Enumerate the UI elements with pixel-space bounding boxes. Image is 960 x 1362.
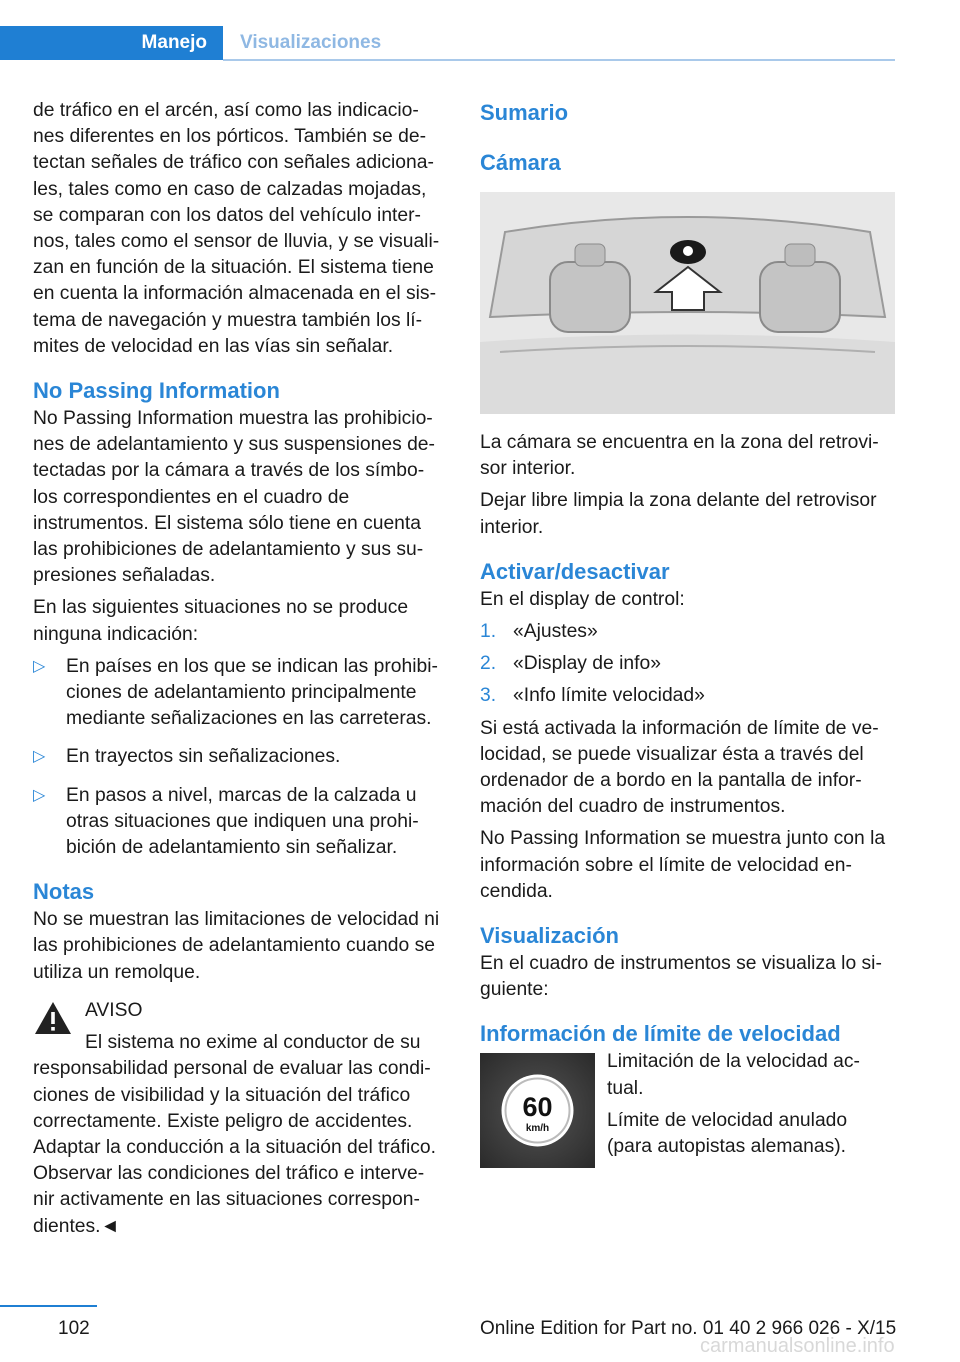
step-number: 1.: [480, 621, 497, 643]
page-number: 102: [58, 1318, 90, 1339]
activar-paragraph-3: No Passing Information se muestra junto con la información sobre el límite de velocidad en‐ cendida.: [480, 828, 886, 902]
triangle-bullet-icon: ▷: [33, 786, 46, 804]
camera-location-figure: [480, 192, 895, 414]
steps-list: [480, 619, 895, 710]
no-passing-situations: En las siguientes situaciones no se produce ninguna indicación:: [33, 597, 409, 645]
speed-unit: km/h: [525, 1123, 550, 1135]
edition-text: Online Edition for Part no. 01 40 2 966 026 - X/15: [480, 1318, 897, 1339]
notas-heading: Notas: [33, 879, 95, 905]
page-header: [0, 26, 895, 62]
activar-paragraph-2: Si está activada la información de límite de ve‐ locidad, se puede visualizar ésta a través del ordenador de a bordo en la pantalla de infor‐ mación del cuadro de instrumentos.: [480, 717, 879, 818]
list-item: [480, 619, 895, 645]
watermark: carmanualsonline.info: [700, 1335, 895, 1357]
warning-triangle-icon: [33, 1000, 73, 1036]
list-item: [33, 783, 448, 862]
right-column: [480, 98, 895, 1167]
warning-box: [33, 998, 448, 1240]
speed-info-paragraph-2: Límite de velocidad anulado (para autopistas alemanas).: [607, 1109, 848, 1158]
situation-list: [33, 654, 448, 861]
speed-value: 60: [522, 1092, 553, 1123]
visualizacion-paragraph: En el cuadro de instrumentos se visualiza lo si‐ guiente:: [480, 953, 882, 1001]
tab-visualizaciones[interactable]: Visualizaciones: [240, 32, 382, 53]
speed-info-text: [607, 1049, 895, 1160]
speed-limit-sign-icon: [480, 1053, 595, 1168]
header-divider: [223, 59, 895, 61]
warning-body: El sistema no exime al conductor de su responsabilidad personal de evaluar las condi‐ ciones de visibilidad y la situación del tráfico correctamente. Existe peligro de accidentes. Adaptar la conducción a la situación del tráfico. Observar las condiciones del tráfico e interve‐ nir activamente en las situaciones correspon‐ dientes.◄: [33, 1032, 437, 1237]
camara-heading: Cámara: [480, 150, 561, 175]
list-item-text: En pasos a nivel, marcas de la calzada u otras situaciones que indiquen una prohi‐ bición de adelantamiento sin señalizar.: [66, 784, 419, 859]
footer-rule: [0, 1305, 97, 1307]
notas-paragraph: No se muestran las limitaciones de velocidad ni las prohibiciones de adelantamiento cuando se utiliza un remolque.: [33, 909, 440, 983]
speed-info-block: [480, 1049, 895, 1167]
list-item: [33, 654, 448, 733]
activar-paragraph: En el display de control:: [480, 588, 685, 610]
step-text: «Info límite velocidad»: [513, 685, 705, 707]
warning-title: AVISO: [85, 999, 143, 1021]
list-item-text: En trayectos sin señalizaciones.: [66, 746, 341, 768]
activar-heading: Activar/desactivar: [480, 558, 670, 584]
triangle-bullet-icon: ▷: [33, 748, 46, 766]
list-item: [480, 651, 895, 677]
triangle-bullet-icon: ▷: [33, 657, 46, 675]
visualizacion-heading: Visualización: [480, 923, 619, 949]
step-text: «Ajustes»: [513, 621, 598, 643]
intro-paragraph: de tráfico en el arcén, así como las indicacio‐ nes diferentes en los pórticos. También se de‐ tectan señales de tráfico con señales adiciona‐ les, tales como en caso de calzadas mojadas, se comparan con los datos del vehículo inter‐ nos, tales como el sensor de lluvia, y se visuali‐ zan en función de la situación. El sistema tiene en cuenta la información almacenada en el sis‐ tema de navegación y muestra también los lí‐ mites de velocidad en las vías sin señalar.: [33, 100, 440, 357]
tab-manejo[interactable]: Manejo: [0, 26, 223, 60]
camara-paragraph-2: Dejar libre limpia la zona delante del retrovisor interior.: [480, 490, 877, 538]
left-column: [33, 98, 448, 1246]
speed-info-heading: Información de límite de velocidad: [480, 1021, 841, 1047]
list-item: [480, 683, 895, 709]
step-number: 2.: [480, 653, 497, 675]
camara-paragraph-1: La cámara se encuentra en la zona del retrovi‐ sor interior.: [480, 432, 879, 480]
step-text: «Display de info»: [513, 653, 661, 675]
sumario-heading: Sumario: [480, 100, 569, 125]
list-item: [33, 744, 448, 770]
list-item-text: En países en los que se indican las prohibi‐ ciones de adelantamiento principalmente mediante señalizaciones en las carreteras.: [66, 655, 438, 730]
no-passing-heading: No Passing Information: [33, 378, 280, 404]
no-passing-paragraph: No Passing Information muestra las prohibicio‐ nes de adelantamiento y sus suspensiones de‐ tectadas por la cámara a través de los símbo‐ los correspondientes en el cuadro de instrumentos. El sistema sólo tiene en cuenta las prohibiciones de adelantamiento y sus su‐ presiones señaladas.: [33, 408, 435, 587]
step-number: 3.: [480, 685, 497, 707]
speed-info-paragraph-1: Limitación de la velocidad ac‐ tual.: [607, 1051, 860, 1099]
